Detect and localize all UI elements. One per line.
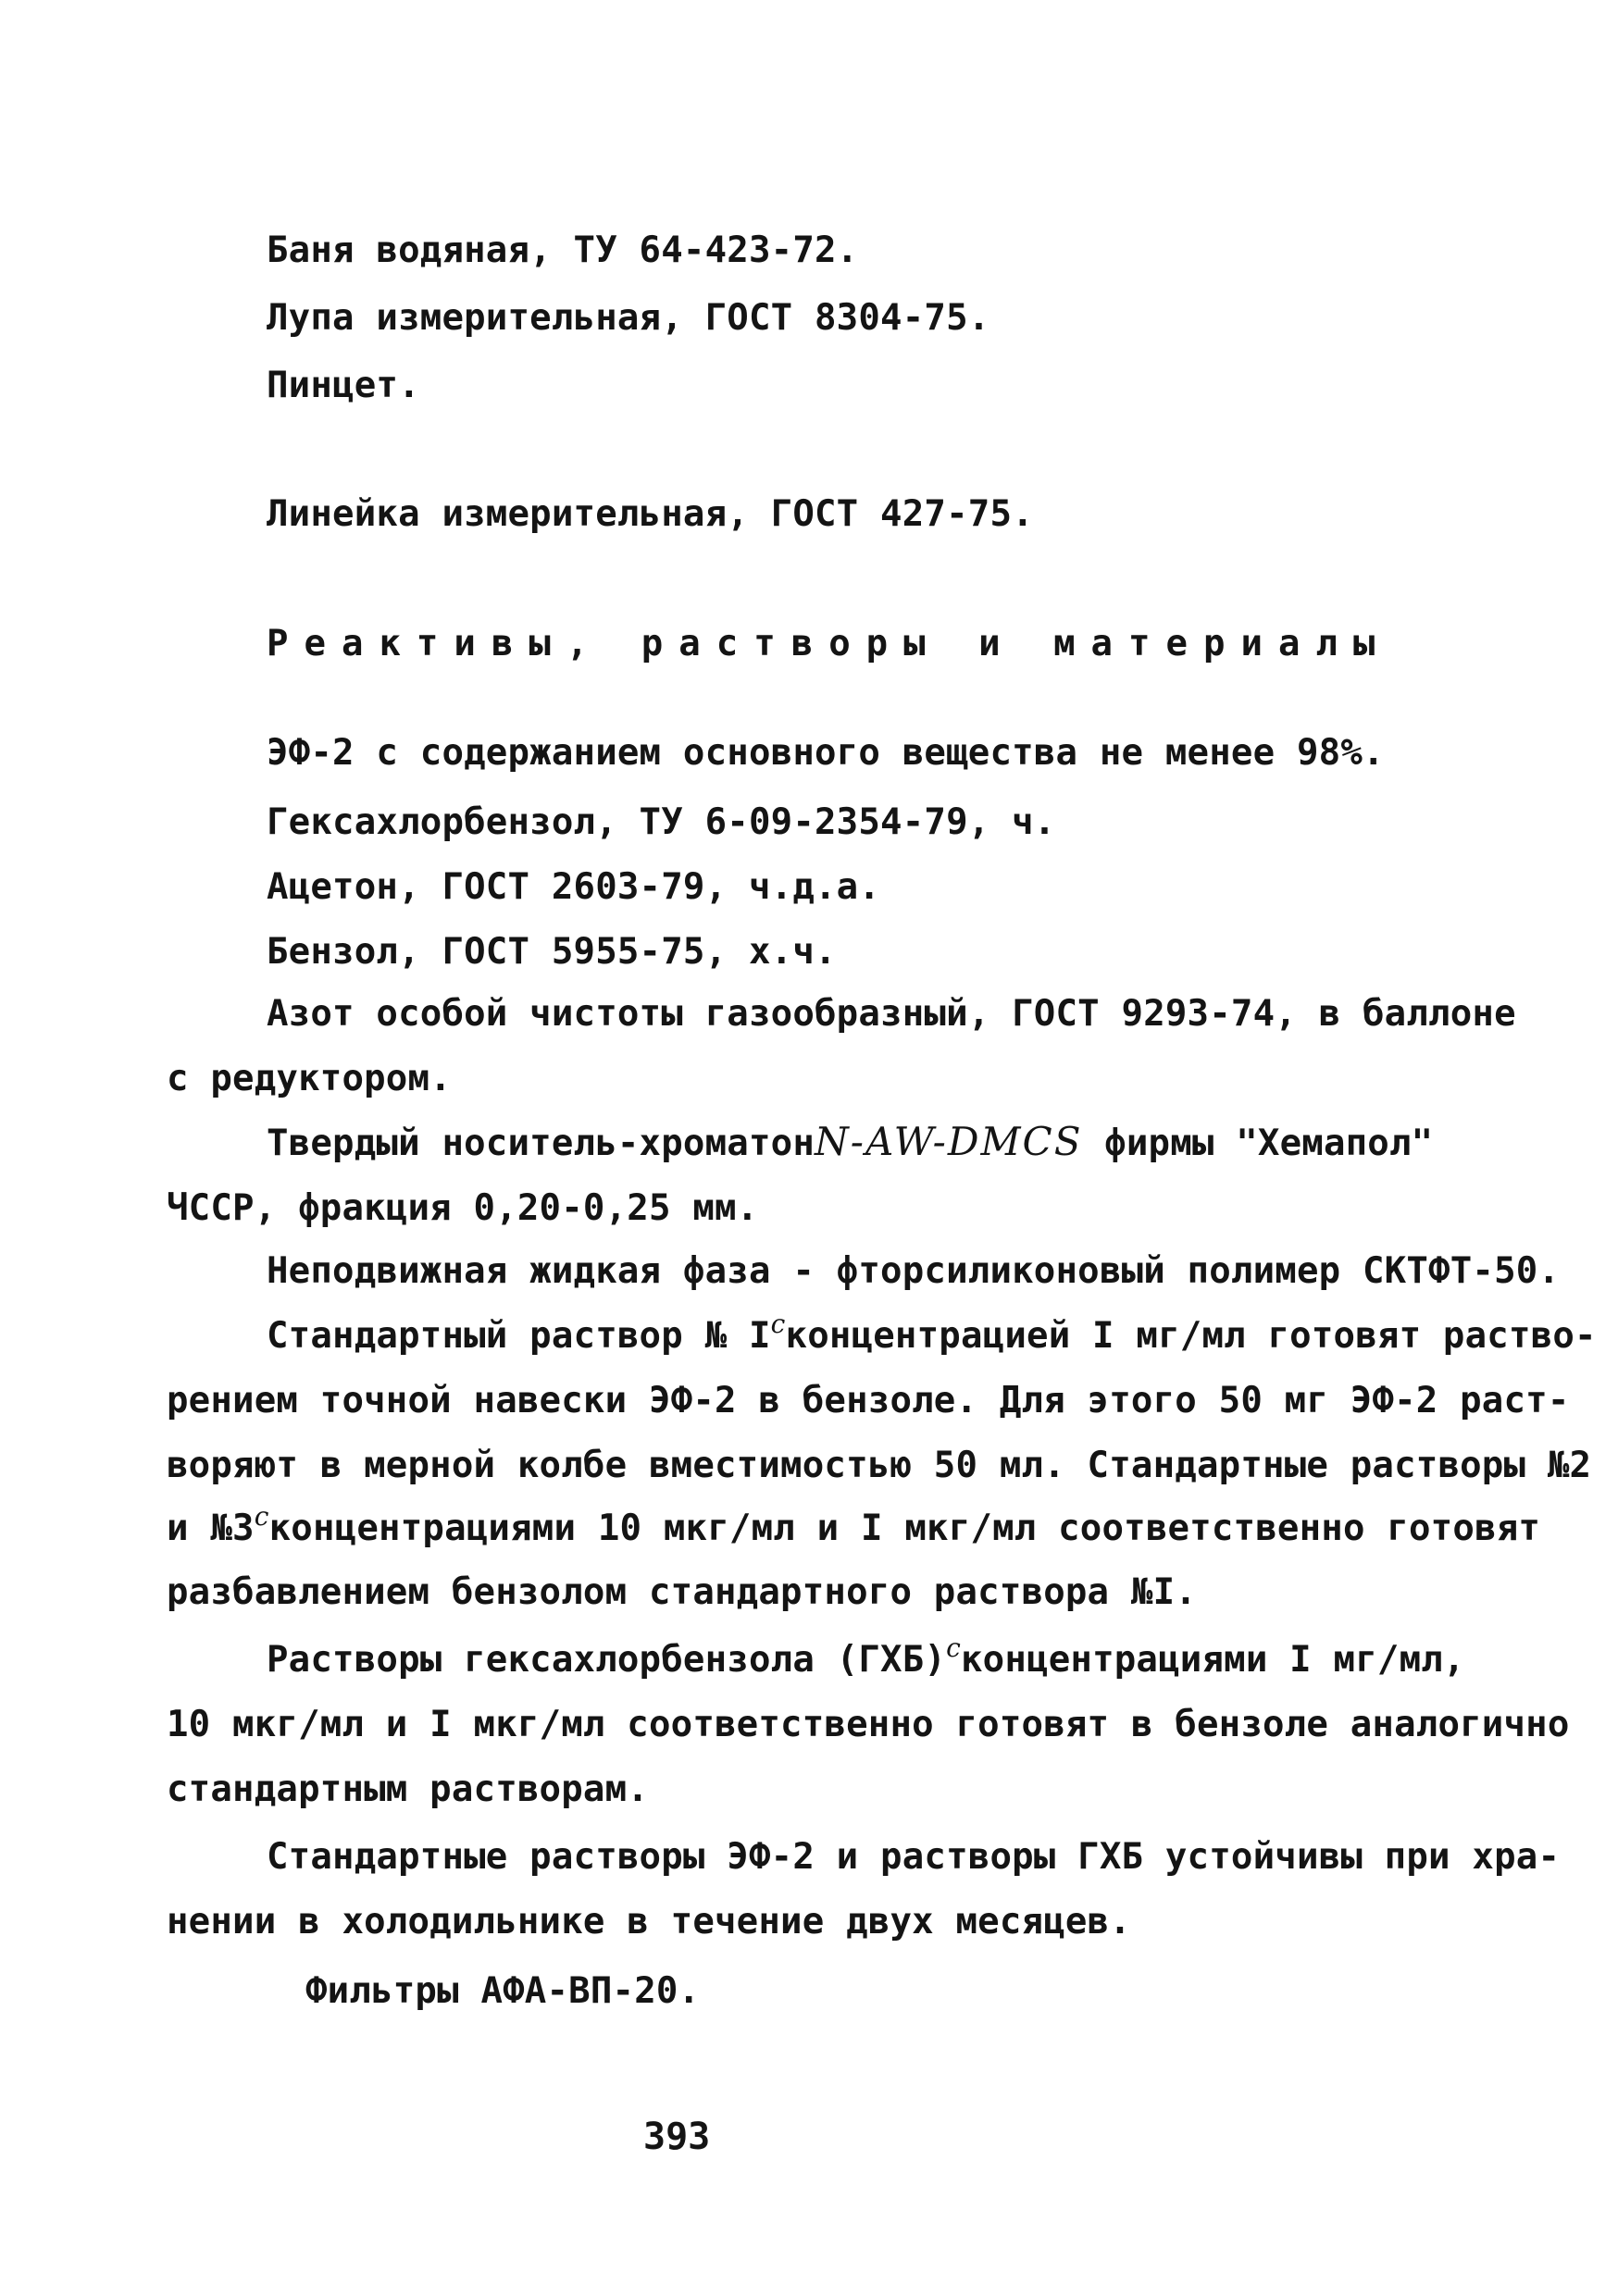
section-heading: Реактивы, растворы и материалы bbox=[267, 623, 1391, 664]
standard-text-b: концентрацией I мг/мл готовят раство- bbox=[785, 1315, 1597, 1357]
standard-text-c: и №3 bbox=[167, 1508, 255, 1549]
storage-line-1: Стандартные растворы ЭФ-2 и растворы ГХБ устойчивы при хра- bbox=[267, 1836, 1561, 1878]
equipment-line-2: Лупа измерительная, ГОСТ 8304-75. bbox=[267, 297, 990, 339]
hcb-line-2: 10 мкг/мл и I мкг/мл соответственно готовят в бензоле аналогично bbox=[167, 1704, 1570, 1745]
carrier-maker: фирмы "Хемапол" bbox=[1082, 1123, 1434, 1164]
storage-line-2: нении в холодильнике в течение двух месяцев. bbox=[167, 1901, 1131, 1942]
standard-line-5: разбавлением бензолом стандартного раствора №I. bbox=[167, 1571, 1197, 1613]
standard-line-3: воряют в мерной колбе вместимостью 50 мл. Стандартные растворы №2 bbox=[167, 1445, 1592, 1486]
equipment-line-4: Линейка измерительная, ГОСТ 427-75. bbox=[267, 493, 1034, 535]
equipment-line-1: Баня водяная, ТУ 64-423-72. bbox=[267, 230, 859, 271]
reagent-line-1: ЭФ-2 с содержанием основного вещества не менее 98%. bbox=[267, 732, 1385, 774]
hcb-line-1 bbox=[267, 1632, 1465, 1685]
handwritten-carrier-grade: N-AW-DMCS bbox=[815, 1119, 1083, 1164]
handwritten-mark: с bbox=[946, 1632, 961, 1663]
page-number: 393 bbox=[643, 2116, 711, 2158]
carrier-name: Твердый носитель-хроматон bbox=[267, 1123, 815, 1164]
reagent-line-7 bbox=[267, 1120, 1433, 1166]
handwritten-mark: с bbox=[254, 1501, 269, 1532]
reagent-line-2: Гексахлорбензол, ТУ 6-09-2354-79, ч. bbox=[267, 801, 1056, 843]
reagent-line-6: с редуктором. bbox=[167, 1058, 452, 1099]
hcb-line-3: стандартным растворам. bbox=[167, 1769, 649, 1810]
hcb-text-a: Растворы гексахлорбензола (ГХБ) bbox=[267, 1639, 947, 1681]
reagent-line-9: Неподвижная жидкая фаза - фторсиликоновый полимер СКТФТ-50. bbox=[267, 1250, 1561, 1292]
reagent-line-5: Азот особой чистоты газообразный, ГОСТ 9293-74, в баллоне bbox=[267, 993, 1516, 1035]
equipment-line-3: Пинцет. bbox=[267, 365, 420, 406]
filters-line: Фильтры АФА-ВП-20. bbox=[305, 1970, 701, 2012]
standard-line-1 bbox=[267, 1309, 1597, 1361]
standard-line-2: рением точной навески ЭФ-2 в бензоле. Для этого 50 мг ЭФ-2 раст- bbox=[167, 1380, 1570, 1421]
hcb-text-b: концентрациями I мг/мл, bbox=[960, 1639, 1465, 1681]
standard-text-a: Стандартный раствор № I bbox=[267, 1315, 771, 1357]
standard-text-d: концентрациями 10 мкг/мл и I мкг/мл соответственно готовят bbox=[268, 1508, 1541, 1549]
reagent-line-8: ЧССР, фракция 0,20-0,25 мм. bbox=[167, 1187, 759, 1229]
reagent-line-4: Бензол, ГОСТ 5955-75, х.ч. bbox=[267, 931, 837, 973]
reagent-line-3: Ацетон, ГОСТ 2603-79, ч.д.а. bbox=[267, 866, 881, 908]
handwritten-mark: с bbox=[770, 1309, 786, 1339]
standard-line-4 bbox=[167, 1501, 1541, 1554]
